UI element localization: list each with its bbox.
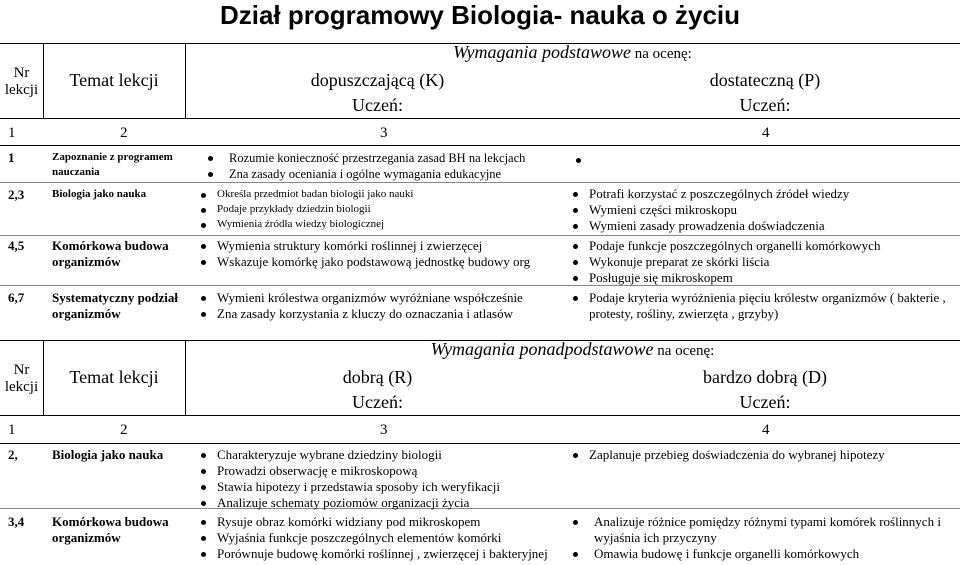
header-grade-d: bardzo dobrą (D)	[703, 367, 827, 387]
row3-temat: Komórkowa budowa organizmów	[52, 238, 169, 269]
list-item: Rysuje obraz komórki widziany pod mikroskopem	[198, 514, 548, 530]
list-item-continuation: protesty, rośliny, zwierzęta , grzyby)	[589, 306, 779, 321]
page-title: Dział programowy Biologia- nauka o życiu	[219, 0, 741, 30]
list-item: Podaje funkcje poszczególnych organelli komórkowych	[570, 238, 880, 254]
list-item: Prowadzi obserwację e mikroskopową	[198, 463, 500, 479]
col2-number-3: 3	[380, 422, 388, 438]
list-item: Analizuje schematy poziomów organizacji życia	[198, 495, 500, 511]
col-number-2: 2	[120, 125, 128, 141]
t2-row1-d-list	[570, 447, 885, 463]
list-item: Podaje kryteria wyróżnienia pięciu królestw organizmów ( bakterie ,	[570, 290, 946, 306]
row3-nr: 4,5	[8, 238, 25, 253]
list-item: Określa przedmiot badan biologii jako nauki	[198, 187, 413, 202]
t2-row2-d-list	[570, 514, 941, 562]
header2-nr-lekcji: Nr lekcji	[4, 362, 39, 395]
t2-row2-r-list	[198, 514, 548, 562]
row2-p-list	[570, 186, 849, 234]
list-item: Rozumie konieczność przestrzegania zasad BH na lekcjach	[205, 150, 525, 166]
list-item: Wyjaśnia funkcje poszczególnych elementów komórki	[198, 530, 548, 546]
header-grade-r: dobrą (R)	[342, 367, 413, 387]
list-item: Potrafi korzystać z poszczególnych źródeł wiedzy	[570, 186, 849, 202]
list-item: Podaje przykłady dziedzin biologii	[198, 202, 413, 217]
header-grade-p: dostateczną (P)	[709, 70, 821, 90]
col-number-4: 4	[762, 125, 770, 141]
row1-temat: Zapoznanie z programem nauczania	[52, 151, 173, 178]
t2-row1-nr: 2,	[8, 447, 18, 462]
header-wymagania-podstawowe: Wymagania podstawowe na ocenę:	[453, 42, 692, 62]
row2-k-list	[198, 187, 413, 232]
list-item: Wskazuje komórkę jako podstawową jednostkę budowy org	[198, 254, 530, 270]
list-item: Zna zasady oceniania i ogólne wymagania edukacyjne	[205, 166, 525, 182]
row2-temat: Biologia jako nauka	[52, 188, 147, 200]
header-wymagania-ponadpodstawowe: Wymagania ponadpodstawowe na ocenę:	[430, 339, 715, 359]
list-item: Stawia hipotezy i przedstawia sposoby ich weryfikacji	[198, 479, 500, 495]
list-item: Wymienia źródła wiedzy biologicznej	[198, 217, 413, 232]
header-uczen-p: Uczeń:	[739, 95, 791, 115]
row4-k-list	[198, 290, 523, 322]
t2-row2-nr: 3,4	[8, 514, 25, 529]
list-item: Wymieni zasady prowadzenia doświadczenia	[570, 218, 849, 234]
col2-number-1: 1	[8, 422, 16, 438]
list-item-continuation: wyjaśnia ich przyczyny	[594, 530, 717, 545]
row3-k-list	[198, 238, 530, 270]
t2-row1-r-list	[198, 447, 500, 511]
header2-uczen-d: Uczeń:	[739, 392, 791, 412]
list-item: Posługuje się mikroskopem	[570, 270, 880, 286]
list-item: Charakteryzuje wybrane dziedziny biologii	[198, 447, 500, 463]
row4-temat: Systematyczny podział organizmów	[52, 290, 179, 321]
row1-p-bullet	[576, 158, 581, 163]
header-grade-k: dopuszczającą (K)	[310, 70, 445, 90]
col-number-1: 1	[8, 125, 16, 141]
row4-nr: 6,7	[8, 290, 25, 305]
list-item: Zna zasady korzystania z kluczy do oznaczania i atlasów	[198, 306, 523, 322]
col2-number-4: 4	[762, 422, 770, 438]
header2-temat-lekcji: Temat lekcji	[69, 367, 159, 387]
list-item: Wymienia struktury komórki roślinnej i zwierzęcej	[198, 238, 530, 254]
list-item: Wymieni królestwa organizmów wyróżniane współcześnie	[198, 290, 523, 306]
list-item: Zaplanuje przebieg doświadczenia do wybranej hipotezy	[570, 447, 885, 463]
col2-number-2: 2	[120, 422, 128, 438]
list-item: Porównuje budowę komórki roślinnej , zwierzęcej i bakteryjnej	[198, 546, 548, 562]
header-uczen-k: Uczeń:	[352, 95, 403, 115]
t2-row1-temat: Biologia jako nauka	[52, 447, 164, 462]
list-item: Omawia budowę i funkcje organelli komórkowych	[570, 546, 941, 562]
t2-row2-temat: Komórkowa budowa organizmów	[52, 514, 169, 545]
col-number-3: 3	[380, 125, 388, 141]
row1-nr: 1	[8, 150, 15, 165]
header2-uczen-r: Uczeń:	[352, 392, 403, 412]
row3-p-list	[570, 238, 880, 286]
row2-nr: 2,3	[8, 187, 25, 202]
header-nr-lekcji: Nr lekcji	[4, 65, 39, 98]
row1-k-list	[205, 150, 525, 182]
header-temat-lekcji: Temat lekcji	[69, 70, 159, 90]
list-item: Analizuje różnice pomiędzy różnymi typami komórek roślinnych i	[570, 514, 941, 530]
list-item: Wykonuje preparat ze skórki liścia	[570, 254, 880, 270]
row4-p-list	[570, 290, 946, 322]
list-item: Wymieni części mikroskopu	[570, 202, 849, 218]
